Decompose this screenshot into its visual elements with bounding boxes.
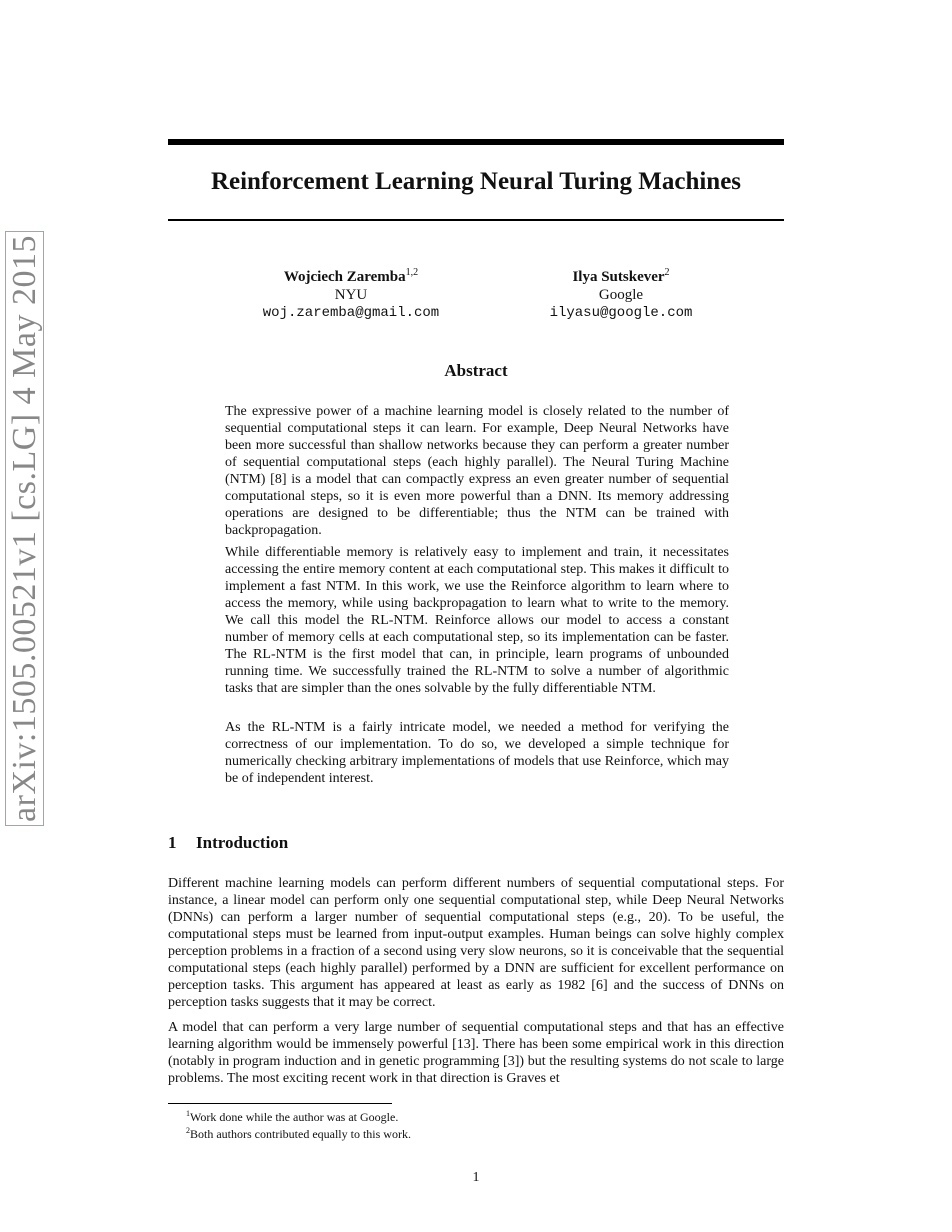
section-heading: [168, 833, 288, 853]
footnote-rule: [168, 1103, 392, 1104]
author-1: [221, 264, 481, 322]
author-affiliation-mark: 1,2: [405, 267, 419, 278]
author-email[interactable]: ilyasu@google.com: [549, 305, 693, 321]
footnote-mark: 2: [186, 1126, 190, 1135]
abstract-paragraph-2: While differentiable memory is relatively easy to implement and train, it necessitates accessing the entire memory content at each computational step. This makes it difficult to implement a fast NTM. In this work, we use the Reinforce algorithm to learn where to access the memory, while using backpropagation to learn what to write to the memory. We call this model the RL-NTM. Reinforce allows our model to access a constant number of memory cells at each computational step, so its implementation can be faster. The RL-NTM is the first model that can, in principle, learn programs of unbounded running time. We successfully trained the RL-NTM to solve a number of algorithmic tasks that are simpler than the ones solvable by the fully differentiable NTM.: [225, 545, 729, 696]
author-affiliation-mark: 2: [664, 267, 670, 278]
footnote-text: Both authors contributed equally to this work.: [190, 1127, 411, 1141]
arxiv-stamp: arXiv:1505.00521v1 [cs.LG] 4 May 2015: [5, 231, 44, 826]
author-affiliation: NYU: [334, 287, 368, 303]
author-name: Wojciech Zaremba: [283, 269, 406, 285]
author-name: Ilya Sutskever: [572, 269, 665, 285]
section-title: Introduction: [196, 833, 289, 852]
paper-title: Reinforcement Learning Neural Turing Machines: [210, 168, 742, 195]
abstract-heading: Abstract: [444, 361, 508, 380]
author-email[interactable]: woj.zaremba@gmail.com: [262, 305, 440, 321]
abstract-paragraph-1: The expressive power of a machine learning model is closely related to the number of sequential computational steps it can learn. For example, Deep Neural Networks have been more successful than shallow networks because they can perform a greater number of sequential computational steps (each highly parallel). The Neural Turing Machine (NTM) [8] is a model that can compactly express an even greater number of sequential computational steps, so it is even more powerful than a DNN. Its memory addressing operations are designed to be differentiable; thus the NTM can be trained with backpropagation.: [225, 404, 729, 538]
abstract-paragraph-3: As the RL-NTM is a fairly intricate model, we needed a method for verifying the correctness of our implementation. To do so, we developed a simple technique for numerically checking arbitrary implementations of models that use Reinforce, which may be of independent interest.: [225, 720, 729, 786]
footnote-text: Work done while the author was at Google.: [190, 1110, 399, 1124]
footnote-mark: 1: [186, 1109, 190, 1118]
title-top-rule: [168, 139, 784, 145]
intro-paragraph-1: Different machine learning models can perform different numbers of sequential computational steps. For instance, a linear model can perform only one sequential computational step, while Deep Neural Networks (DNNs) can perform a larger number of sequential computational steps (e.g., 20). To be useful, the computational steps must be learned from input-output examples. Human beings can solve highly complex perception problems in a fraction of a second using very slow neurons, so it is conceivable that the sequential computational steps (each highly parallel) performed by a DNN are sufficient for excellent performance on perception tasks. This argument has appeared at least as early as 1982 [6] and the success of DNNs on perception tasks suggests that it may be correct.: [168, 876, 784, 1010]
arxiv-identifier: [6, 231, 44, 826]
intro-paragraph-2: A model that can perform a very large number of sequential computational steps and that has an effective learning algorithm would be immensely powerful [13]. There has been some empirical work in this direction (notably in program induction and in genetic programming [3]) but the resulting systems do not scale to large problems. The most exciting recent work in that direction is Graves et: [168, 1020, 784, 1086]
footnote-2: [186, 1123, 411, 1142]
title-bottom-rule: [168, 219, 784, 221]
section-number: 1: [168, 833, 177, 852]
author-2: [491, 264, 751, 322]
author-affiliation: Google: [598, 287, 644, 303]
page-number: 1: [472, 1170, 480, 1185]
